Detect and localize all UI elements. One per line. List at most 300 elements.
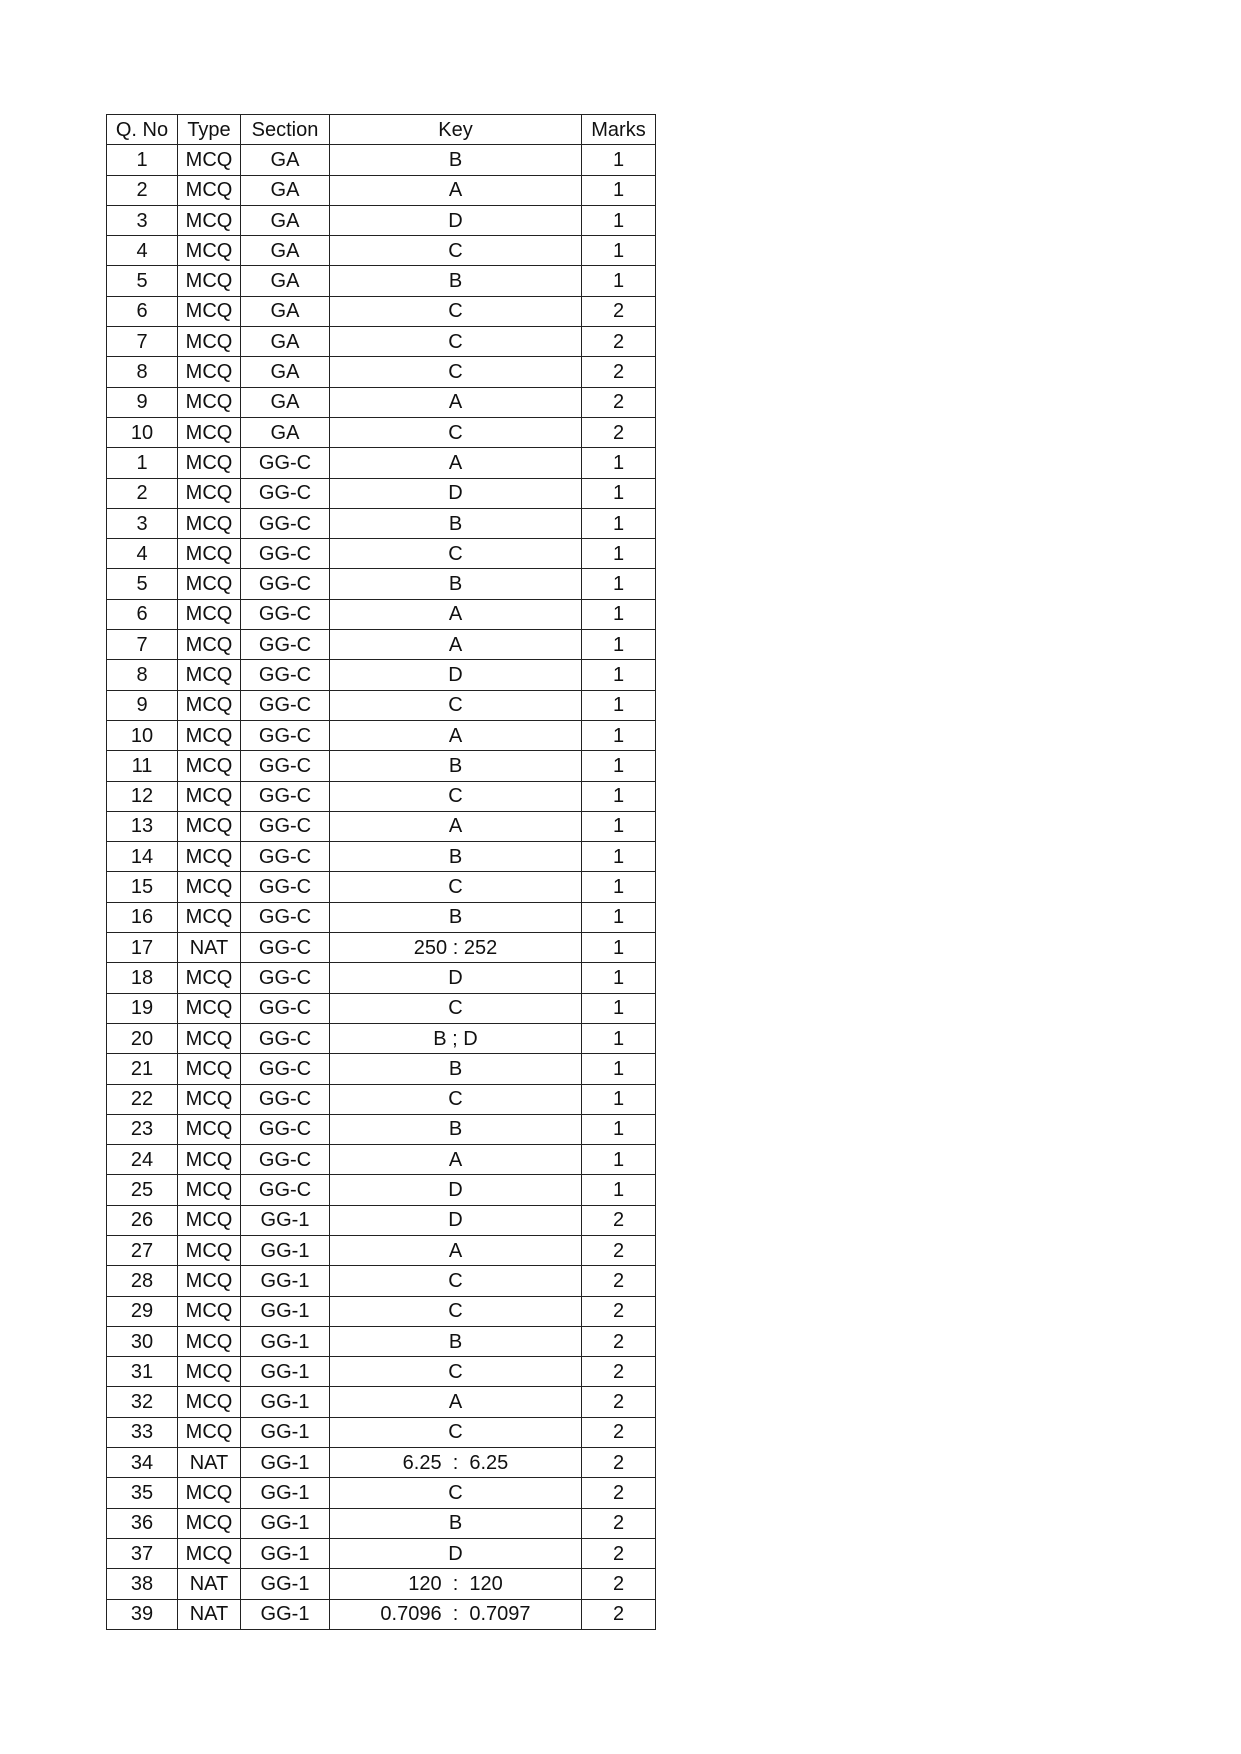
marks-cell: 2 — [582, 1266, 656, 1296]
table-row — [107, 417, 656, 447]
section-cell: GG-C — [241, 508, 330, 538]
section-cell: GG-C — [241, 539, 330, 569]
marks-cell: 1 — [582, 993, 656, 1023]
table-row — [107, 720, 656, 750]
type-cell: MCQ — [178, 327, 241, 357]
table-row — [107, 296, 656, 326]
key-cell: B — [330, 1054, 582, 1084]
table-row — [107, 1114, 656, 1144]
table-row — [107, 1266, 656, 1296]
table-row — [107, 872, 656, 902]
section-cell: GA — [241, 417, 330, 447]
qno-cell: 32 — [107, 1387, 178, 1417]
type-cell: MCQ — [178, 781, 241, 811]
table-row — [107, 1538, 656, 1568]
marks-cell: 2 — [582, 1387, 656, 1417]
type-cell: MCQ — [178, 630, 241, 660]
qno-cell: 39 — [107, 1599, 178, 1629]
marks-cell: 1 — [582, 236, 656, 266]
section-cell: GG-C — [241, 1023, 330, 1053]
table-row — [107, 993, 656, 1023]
section-cell: GG-C — [241, 720, 330, 750]
section-cell: GA — [241, 145, 330, 175]
table-row — [107, 1357, 656, 1387]
section-cell: GA — [241, 357, 330, 387]
qno-cell: 27 — [107, 1235, 178, 1265]
table-body — [107, 145, 656, 1630]
section-cell: GA — [241, 236, 330, 266]
qno-cell: 13 — [107, 811, 178, 841]
marks-cell: 2 — [582, 1357, 656, 1387]
type-cell: MCQ — [178, 145, 241, 175]
key-cell: C — [330, 296, 582, 326]
section-cell: GG-C — [241, 690, 330, 720]
type-cell: MCQ — [178, 478, 241, 508]
table-row — [107, 508, 656, 538]
qno-cell: 24 — [107, 1145, 178, 1175]
marks-cell: 1 — [582, 569, 656, 599]
key-cell: B — [330, 569, 582, 599]
qno-cell: 21 — [107, 1054, 178, 1084]
marks-cell: 1 — [582, 720, 656, 750]
key-cell: A — [330, 1387, 582, 1417]
table-row — [107, 1508, 656, 1538]
qno-cell: 5 — [107, 569, 178, 599]
marks-cell: 2 — [582, 1569, 656, 1599]
type-cell: MCQ — [178, 811, 241, 841]
key-cell: B ; D — [330, 1023, 582, 1053]
qno-cell: 18 — [107, 963, 178, 993]
qno-cell: 25 — [107, 1175, 178, 1205]
key-cell: D — [330, 963, 582, 993]
key-cell: C — [330, 1357, 582, 1387]
marks-cell: 1 — [582, 175, 656, 205]
table-row — [107, 1387, 656, 1417]
type-cell: NAT — [178, 1448, 241, 1478]
qno-cell: 1 — [107, 145, 178, 175]
section-cell: GG-1 — [241, 1235, 330, 1265]
key-cell: B — [330, 1326, 582, 1356]
table-row — [107, 1569, 656, 1599]
header-qno: Q. No — [107, 115, 178, 145]
table-row — [107, 842, 656, 872]
table-row — [107, 963, 656, 993]
section-cell: GG-C — [241, 811, 330, 841]
key-cell: C — [330, 781, 582, 811]
key-cell: C — [330, 690, 582, 720]
marks-cell: 2 — [582, 296, 656, 326]
type-cell: MCQ — [178, 387, 241, 417]
section-cell: GG-1 — [241, 1478, 330, 1508]
type-cell: MCQ — [178, 872, 241, 902]
type-cell: MCQ — [178, 1114, 241, 1144]
section-cell: GG-1 — [241, 1569, 330, 1599]
section-cell: GG-C — [241, 1145, 330, 1175]
key-cell: C — [330, 872, 582, 902]
type-cell: MCQ — [178, 993, 241, 1023]
key-cell: B — [330, 145, 582, 175]
key-cell: C — [330, 1266, 582, 1296]
table-row — [107, 1478, 656, 1508]
table-row — [107, 751, 656, 781]
key-cell: A — [330, 630, 582, 660]
qno-cell: 10 — [107, 720, 178, 750]
table-row — [107, 781, 656, 811]
marks-cell: 2 — [582, 1205, 656, 1235]
type-cell: MCQ — [178, 1023, 241, 1053]
qno-cell: 8 — [107, 357, 178, 387]
table-row — [107, 690, 656, 720]
key-cell: A — [330, 448, 582, 478]
marks-cell: 2 — [582, 1538, 656, 1568]
table-row — [107, 660, 656, 690]
marks-cell: 2 — [582, 1508, 656, 1538]
type-cell: MCQ — [178, 842, 241, 872]
type-cell: MCQ — [178, 448, 241, 478]
table-row — [107, 236, 656, 266]
type-cell: MCQ — [178, 205, 241, 235]
section-cell: GG-C — [241, 448, 330, 478]
marks-cell: 2 — [582, 1599, 656, 1629]
marks-cell: 1 — [582, 811, 656, 841]
marks-cell: 1 — [582, 478, 656, 508]
table-row — [107, 266, 656, 296]
table-header-row — [107, 115, 656, 145]
section-cell: GG-1 — [241, 1599, 330, 1629]
key-cell: A — [330, 811, 582, 841]
key-cell: C — [330, 1478, 582, 1508]
type-cell: NAT — [178, 1599, 241, 1629]
type-cell: MCQ — [178, 569, 241, 599]
key-cell: D — [330, 478, 582, 508]
qno-cell: 14 — [107, 842, 178, 872]
qno-cell: 4 — [107, 236, 178, 266]
qno-cell: 28 — [107, 1266, 178, 1296]
table-row — [107, 1417, 656, 1447]
header-type: Type — [178, 115, 241, 145]
marks-cell: 2 — [582, 387, 656, 417]
qno-cell: 30 — [107, 1326, 178, 1356]
type-cell: MCQ — [178, 1508, 241, 1538]
key-cell: A — [330, 175, 582, 205]
qno-cell: 23 — [107, 1114, 178, 1144]
qno-cell: 7 — [107, 327, 178, 357]
marks-cell: 2 — [582, 1235, 656, 1265]
marks-cell: 1 — [582, 1054, 656, 1084]
marks-cell: 2 — [582, 327, 656, 357]
section-cell: GA — [241, 266, 330, 296]
type-cell: MCQ — [178, 902, 241, 932]
table-row — [107, 539, 656, 569]
type-cell: MCQ — [178, 1084, 241, 1114]
marks-cell: 1 — [582, 1084, 656, 1114]
type-cell: MCQ — [178, 357, 241, 387]
table-row — [107, 1175, 656, 1205]
table-row — [107, 1023, 656, 1053]
key-cell: B — [330, 842, 582, 872]
section-cell: GG-C — [241, 781, 330, 811]
key-cell: C — [330, 236, 582, 266]
qno-cell: 2 — [107, 478, 178, 508]
marks-cell: 1 — [582, 872, 656, 902]
marks-cell: 1 — [582, 599, 656, 629]
key-cell: A — [330, 720, 582, 750]
section-cell: GG-C — [241, 569, 330, 599]
qno-cell: 36 — [107, 1508, 178, 1538]
qno-cell: 34 — [107, 1448, 178, 1478]
table-row — [107, 1205, 656, 1235]
marks-cell: 1 — [582, 448, 656, 478]
type-cell: MCQ — [178, 660, 241, 690]
section-cell: GG-C — [241, 478, 330, 508]
table-row — [107, 1296, 656, 1326]
key-cell: 6.25 : 6.25 — [330, 1448, 582, 1478]
marks-cell: 2 — [582, 1417, 656, 1447]
marks-cell: 1 — [582, 205, 656, 235]
qno-cell: 20 — [107, 1023, 178, 1053]
qno-cell: 4 — [107, 539, 178, 569]
qno-cell: 33 — [107, 1417, 178, 1447]
marks-cell: 2 — [582, 357, 656, 387]
marks-cell: 1 — [582, 902, 656, 932]
table-row — [107, 327, 656, 357]
marks-cell: 1 — [582, 660, 656, 690]
section-cell: GG-C — [241, 933, 330, 963]
type-cell: MCQ — [178, 1175, 241, 1205]
key-cell: C — [330, 1296, 582, 1326]
section-cell: GA — [241, 327, 330, 357]
section-cell: GG-1 — [241, 1417, 330, 1447]
table-row — [107, 1054, 656, 1084]
key-cell: B — [330, 266, 582, 296]
section-cell: GG-1 — [241, 1266, 330, 1296]
section-cell: GG-1 — [241, 1205, 330, 1235]
key-cell: A — [330, 599, 582, 629]
type-cell: MCQ — [178, 1296, 241, 1326]
key-cell: C — [330, 1417, 582, 1447]
type-cell: MCQ — [178, 175, 241, 205]
section-cell: GG-C — [241, 630, 330, 660]
key-cell: D — [330, 205, 582, 235]
table-row — [107, 902, 656, 932]
qno-cell: 9 — [107, 387, 178, 417]
type-cell: MCQ — [178, 751, 241, 781]
qno-cell: 38 — [107, 1569, 178, 1599]
qno-cell: 3 — [107, 205, 178, 235]
key-cell: B — [330, 902, 582, 932]
key-cell: B — [330, 508, 582, 538]
table-row — [107, 1599, 656, 1629]
table-row — [107, 175, 656, 205]
marks-cell: 2 — [582, 417, 656, 447]
section-cell: GG-C — [241, 599, 330, 629]
section-cell: GA — [241, 175, 330, 205]
qno-cell: 35 — [107, 1478, 178, 1508]
header-section: Section — [241, 115, 330, 145]
qno-cell: 3 — [107, 508, 178, 538]
section-cell: GG-C — [241, 842, 330, 872]
marks-cell: 1 — [582, 508, 656, 538]
marks-cell: 1 — [582, 1145, 656, 1175]
marks-cell: 1 — [582, 1175, 656, 1205]
table-row — [107, 478, 656, 508]
type-cell: MCQ — [178, 1417, 241, 1447]
section-cell: GG-C — [241, 1175, 330, 1205]
marks-cell: 1 — [582, 1114, 656, 1144]
qno-cell: 29 — [107, 1296, 178, 1326]
section-cell: GG-C — [241, 963, 330, 993]
type-cell: MCQ — [178, 1387, 241, 1417]
section-cell: GG-1 — [241, 1448, 330, 1478]
type-cell: MCQ — [178, 1357, 241, 1387]
key-cell: C — [330, 357, 582, 387]
key-cell: C — [330, 327, 582, 357]
header-marks: Marks — [582, 115, 656, 145]
key-cell: C — [330, 539, 582, 569]
section-cell: GG-1 — [241, 1326, 330, 1356]
key-cell: 250 : 252 — [330, 933, 582, 963]
key-cell: B — [330, 1114, 582, 1144]
type-cell: NAT — [178, 933, 241, 963]
marks-cell: 1 — [582, 1023, 656, 1053]
type-cell: MCQ — [178, 539, 241, 569]
type-cell: MCQ — [178, 963, 241, 993]
marks-cell: 2 — [582, 1326, 656, 1356]
qno-cell: 10 — [107, 417, 178, 447]
type-cell: NAT — [178, 1569, 241, 1599]
marks-cell: 1 — [582, 690, 656, 720]
table-row — [107, 357, 656, 387]
qno-cell: 37 — [107, 1538, 178, 1568]
section-cell: GG-1 — [241, 1387, 330, 1417]
marks-cell: 1 — [582, 266, 656, 296]
key-cell: A — [330, 1235, 582, 1265]
key-cell: A — [330, 1145, 582, 1175]
table-row — [107, 811, 656, 841]
answer-key-table — [106, 114, 656, 1630]
key-cell: B — [330, 751, 582, 781]
type-cell: MCQ — [178, 1266, 241, 1296]
key-cell: D — [330, 660, 582, 690]
marks-cell: 1 — [582, 539, 656, 569]
table-row — [107, 1235, 656, 1265]
qno-cell: 6 — [107, 296, 178, 326]
table-row — [107, 205, 656, 235]
marks-cell: 1 — [582, 781, 656, 811]
marks-cell: 1 — [582, 751, 656, 781]
type-cell: MCQ — [178, 690, 241, 720]
table-row — [107, 1448, 656, 1478]
marks-cell: 2 — [582, 1448, 656, 1478]
type-cell: MCQ — [178, 296, 241, 326]
qno-cell: 12 — [107, 781, 178, 811]
type-cell: MCQ — [178, 1054, 241, 1084]
key-cell: D — [330, 1205, 582, 1235]
type-cell: MCQ — [178, 508, 241, 538]
qno-cell: 17 — [107, 933, 178, 963]
qno-cell: 7 — [107, 630, 178, 660]
key-cell: D — [330, 1175, 582, 1205]
section-cell: GG-C — [241, 993, 330, 1023]
qno-cell: 26 — [107, 1205, 178, 1235]
table-row — [107, 599, 656, 629]
type-cell: MCQ — [178, 1478, 241, 1508]
type-cell: MCQ — [178, 236, 241, 266]
marks-cell: 1 — [582, 842, 656, 872]
marks-cell: 1 — [582, 630, 656, 660]
type-cell: MCQ — [178, 1145, 241, 1175]
type-cell: MCQ — [178, 1205, 241, 1235]
table-row — [107, 448, 656, 478]
section-cell: GG-C — [241, 872, 330, 902]
qno-cell: 31 — [107, 1357, 178, 1387]
key-cell: B — [330, 1508, 582, 1538]
type-cell: MCQ — [178, 417, 241, 447]
section-cell: GG-C — [241, 1084, 330, 1114]
key-cell: D — [330, 1538, 582, 1568]
qno-cell: 9 — [107, 690, 178, 720]
key-cell: 120 : 120 — [330, 1569, 582, 1599]
type-cell: MCQ — [178, 1538, 241, 1568]
table-row — [107, 630, 656, 660]
marks-cell: 1 — [582, 963, 656, 993]
section-cell: GG-C — [241, 902, 330, 932]
section-cell: GG-C — [241, 1114, 330, 1144]
table-row — [107, 1084, 656, 1114]
table-row — [107, 1145, 656, 1175]
marks-cell: 1 — [582, 145, 656, 175]
type-cell: MCQ — [178, 599, 241, 629]
key-cell: A — [330, 387, 582, 417]
section-cell: GG-1 — [241, 1296, 330, 1326]
section-cell: GG-C — [241, 660, 330, 690]
table-row — [107, 569, 656, 599]
section-cell: GA — [241, 296, 330, 326]
marks-cell: 2 — [582, 1478, 656, 1508]
qno-cell: 19 — [107, 993, 178, 1023]
section-cell: GG-C — [241, 751, 330, 781]
table-row — [107, 1326, 656, 1356]
key-cell: 0.7096 : 0.7097 — [330, 1599, 582, 1629]
section-cell: GG-1 — [241, 1538, 330, 1568]
qno-cell: 22 — [107, 1084, 178, 1114]
type-cell: MCQ — [178, 1326, 241, 1356]
qno-cell: 11 — [107, 751, 178, 781]
type-cell: MCQ — [178, 266, 241, 296]
table-row — [107, 387, 656, 417]
marks-cell: 1 — [582, 933, 656, 963]
section-cell: GA — [241, 205, 330, 235]
qno-cell: 8 — [107, 660, 178, 690]
section-cell: GG-1 — [241, 1508, 330, 1538]
marks-cell: 2 — [582, 1296, 656, 1326]
type-cell: MCQ — [178, 720, 241, 750]
key-cell: C — [330, 1084, 582, 1114]
section-cell: GG-C — [241, 1054, 330, 1084]
section-cell: GA — [241, 387, 330, 417]
table-row — [107, 933, 656, 963]
qno-cell: 15 — [107, 872, 178, 902]
qno-cell: 1 — [107, 448, 178, 478]
header-key: Key — [330, 115, 582, 145]
qno-cell: 5 — [107, 266, 178, 296]
table-row — [107, 145, 656, 175]
key-cell: C — [330, 417, 582, 447]
qno-cell: 2 — [107, 175, 178, 205]
key-cell: C — [330, 993, 582, 1023]
qno-cell: 16 — [107, 902, 178, 932]
type-cell: MCQ — [178, 1235, 241, 1265]
